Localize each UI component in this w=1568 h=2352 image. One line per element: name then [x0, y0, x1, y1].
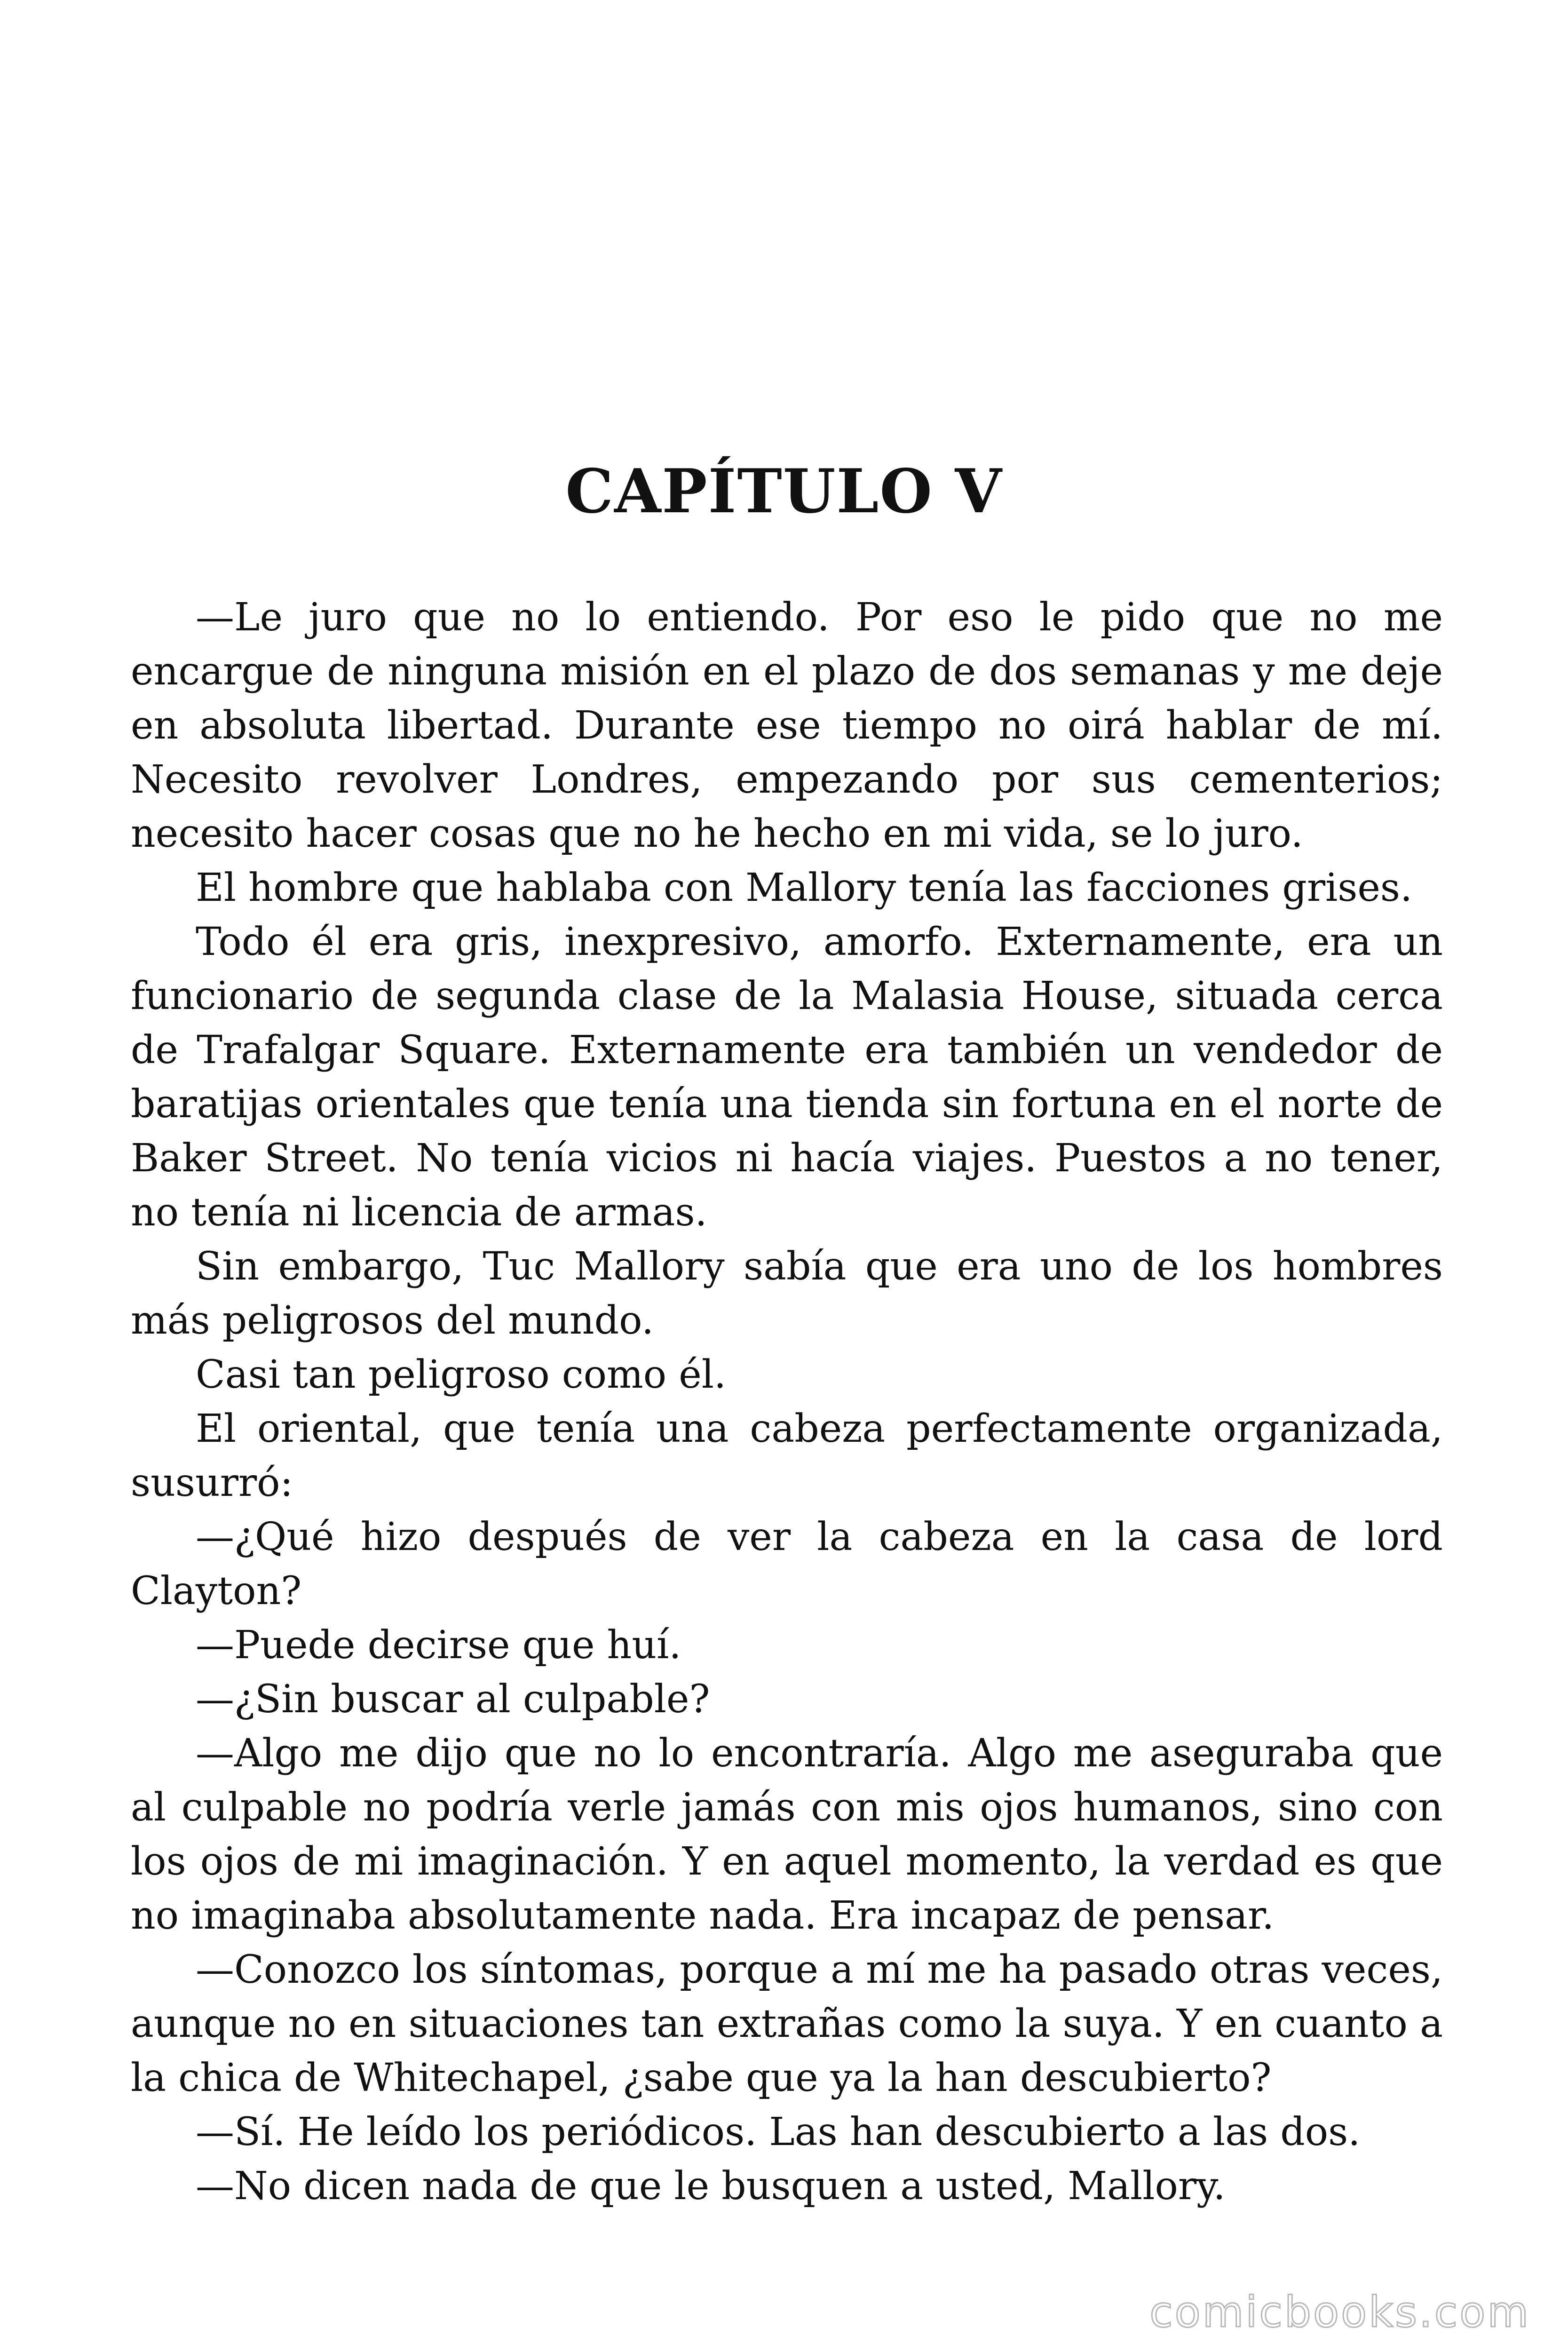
chapter-title: CAPÍTULO V: [565, 456, 1003, 527]
watermark: comicbooks.com: [1149, 2288, 1530, 2337]
paragraph: —¿Qué hizo después de ver la cabeza en la casa de lord Clayton?: [131, 1515, 1443, 1613]
paragraph: —Le juro que no lo entiendo. Por eso le pido que no me encargue de ninguna misión en el plazo de dos semanas y me deje en absoluta libertad. Durante ese tiempo no oirá hablar de mí. Necesito revolver Londres, empezando por sus cementerios; necesito hacer cosas que no he hecho en mi vida, se lo juro.: [131, 595, 1443, 856]
paragraph: Todo él era gris, inexpresivo, amorfo. Externamente, era un funcionario de segunda clase de la Malasia House, situada cerca de Trafalgar Square. Externamente era también un vendedor de baratijas orientales que tenía una tienda sin fortuna en el norte de Baker Street. No tenía vicios ni hacía viajes. Puestos a no tener, no tenía ni licencia de armas.: [131, 920, 1443, 1235]
paragraph: El hombre que hablaba con Mallory tenía las facciones grises.: [196, 866, 1413, 910]
paragraph: Sin embargo, Tuc Mallory sabía que era uno de los hombres más peligrosos del mundo.: [131, 1244, 1443, 1343]
paragraph: —Conozco los síntomas, porque a mí me ha pasado otras veces, aunque no en situaciones tan extrañas como la suya. Y en cuanto a la chica de Whitechapel, ¿sabe que ya la han descubierto?: [131, 1947, 1443, 2100]
paragraph: —Algo me dijo que no lo encontraría. Algo me aseguraba que al culpable no podría verle jamás con mis ojos humanos, sino con los ojos de mi imaginación. Y en aquel momento, la verdad es que no imaginaba absolutamente nada. Era incapaz de pensar.: [131, 1731, 1443, 1938]
body-text: [131, 590, 1443, 2213]
paragraph: —No dicen nada de que le busquen a usted, Mallory.: [196, 2164, 1226, 2209]
paragraph: —Sí. He leído los periódicos. Las han descubierto a las dos.: [196, 2110, 1361, 2154]
paragraph: —¿Sin buscar al culpable?: [196, 1677, 710, 1722]
paragraph: Casi tan peligroso como él.: [196, 1352, 727, 1397]
paragraph: El oriental, que tenía una cabeza perfectamente organizada, susurró:: [131, 1406, 1443, 1505]
paragraph: —Puede decirse que huí.: [196, 1623, 681, 1668]
